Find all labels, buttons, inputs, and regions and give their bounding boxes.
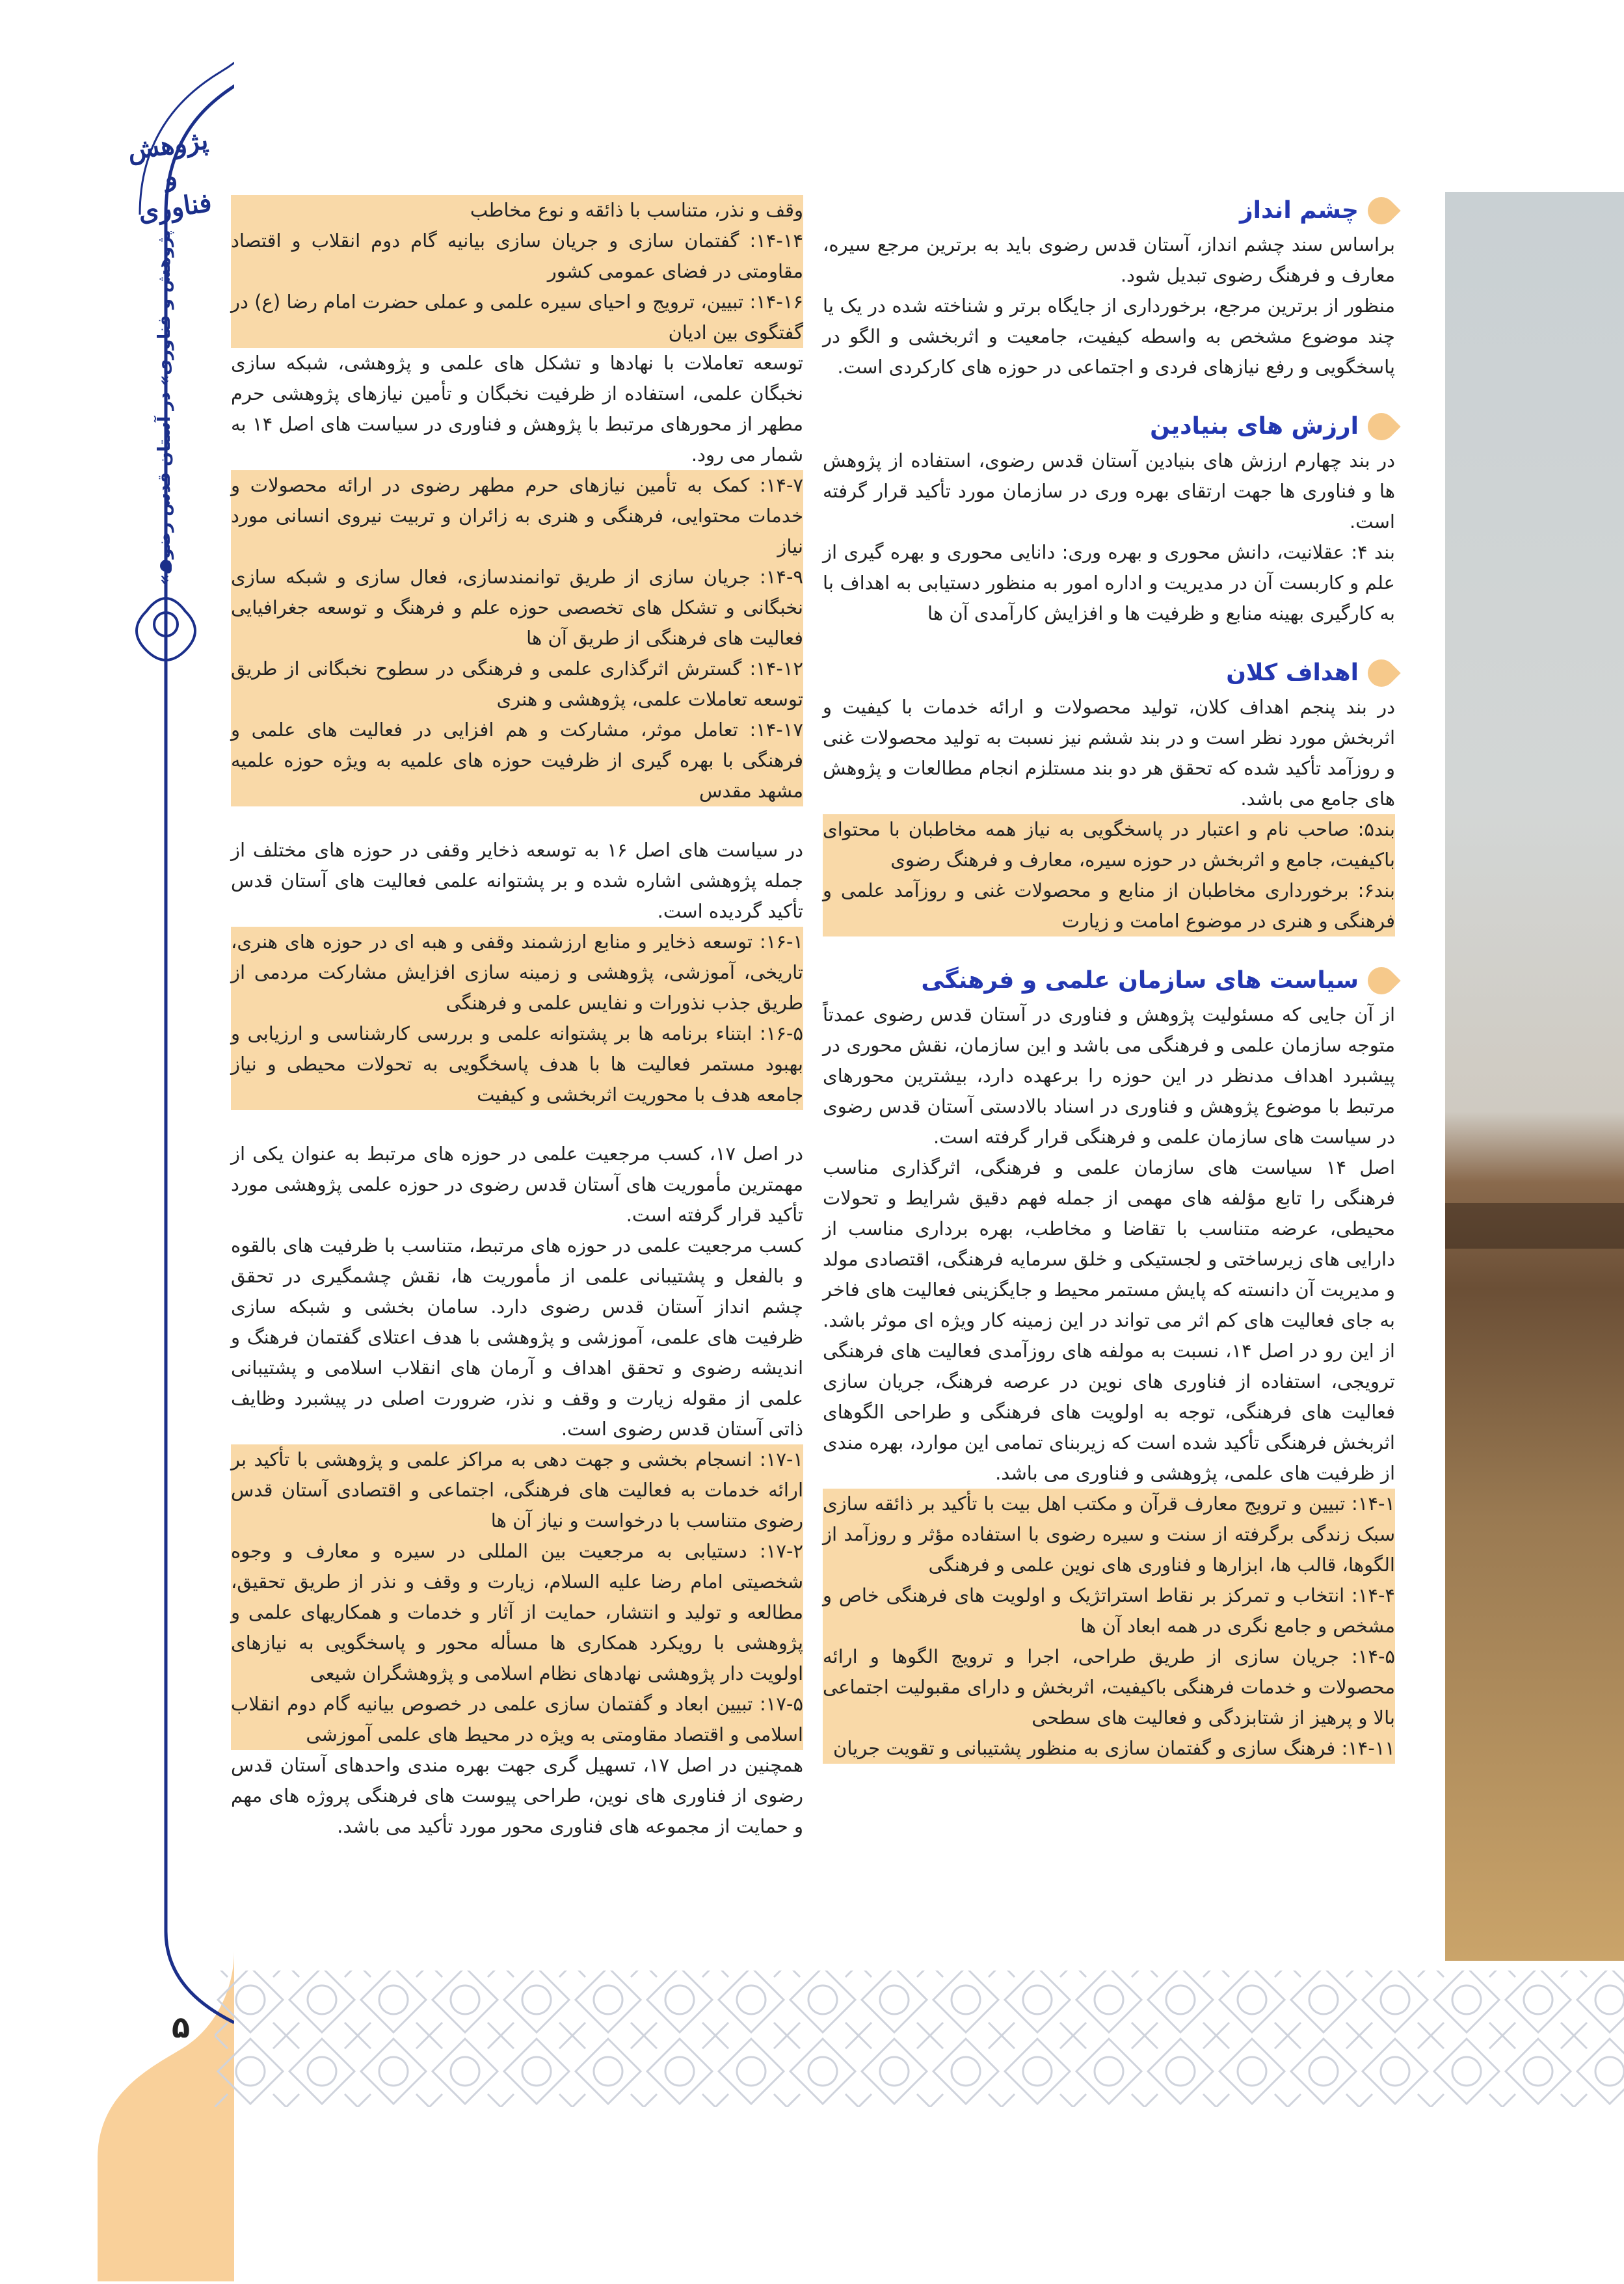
- highlighted-clause: وقف و نذر، متناسب با ذائقه و نوع مخاطب: [231, 195, 803, 226]
- section-heading-policies: [823, 965, 1395, 996]
- page-number: ۵: [171, 2010, 191, 2045]
- heading-text: چشم انداز: [1239, 197, 1359, 224]
- highlighted-clause: ۱۴-۵: جریان سازی از طریق طراحی، اجرا و ترویج الگوها و ارائه محصولات و خدمات فرهنگی باکیفیت، اثربخش و دارای مقبولیت اجتماعی بالا و پرهیز از شتابزدگی و فعالیت های سطحی: [823, 1641, 1395, 1733]
- highlighted-clause: ۱۴-۷: کمک به تأمین نیازهای حرم مطهر رضوی در ارائه محصولات و خدمات محتوایی، فرهنگی و هنری به زائران و تربیت نیروی انسانی مورد نیاز: [231, 470, 803, 562]
- highlighted-clause: ۱۴-۴: انتخاب و تمرکز بر نقاط استراتژیک و اولویت های فرهنگی خاص و مشخص و جامع نگری در همه ابعاد آن ها: [823, 1580, 1395, 1641]
- highlighted-clause: ۱۴-۱۷: تعامل موثر، مشارکت و هم افزایی در فعالیت های علمی و فرهنگی با بهره گیری از ظرفیت حوزه های علمیه به ویژه حوزه علمیه مشهد مقدس: [231, 715, 803, 806]
- paragraph: از آن جایی که مسئولیت پژوهش و فناوری در آستان قدس رضوی عمدتاً متوجه سازمان علمی و فرهنگی می باشد و این سازمان، نقش محوری در پیشبرد اهداف مدنظر در این حوزه را برعهده دارد، بیشترین محورهای مرتبط با موضوع پژوهش و فناوری در اسناد بالادستی آستان قدس رضوی در سیاست های سازمان علمی و فرهنگی قرار گرفته است.: [823, 1003, 1395, 1148]
- photo-stone-band: [1445, 1203, 1624, 1249]
- section-heading-macro-goals: [823, 657, 1395, 688]
- highlighted-clause: ۱۴-۹: جریان سازی از طریق توانمندسازی، فعال سازی و شبکه سازی نخبگانی و تشکل های تخصصی حوزه علم و فرهنگ و توسعه جغرافیایی فعالیت های فرهنگی از طریق آن ها: [231, 562, 803, 654]
- paragraph: توسعه تعاملات با نهادها و تشکل های علمی و پژوهشی، شبکه سازی نخبگان علمی، استفاده از ظرفیت نخبگان و تأمین نیازهای پژوهشی حرم مطهر از محورهای مرتبط با پژوهش و فناوری در سیاست های اصل ۱۴ به شمار می رود.: [231, 352, 803, 466]
- section-heading-core-values: [823, 411, 1395, 442]
- heading-text: اهداف کلان: [1226, 659, 1359, 686]
- section-heading-vision: [823, 195, 1395, 226]
- highlighted-clause: ۱۷-۱: انسجام بخشی و جهت دهی به مراکز علمی و پژوهشی با تأکید بر ارائه خدمات به فعالیت های فرهنگی، اجتماعی و اقتصادی آستان قدس رضوی متناسب با درخواست و نیاز آن ها: [231, 1444, 803, 1536]
- shrine-photo: [1445, 192, 1624, 1961]
- highlighted-clause: ۱۴-۱۲: گسترش اثرگذاری علمی و فرهنگی در سطوح نخبگانی از طریق توسعه تعاملات علمی، پژوهشی و هنری: [231, 654, 803, 715]
- spine-title: «پژوهش و فناوری» در آستان قدس رضوی: [155, 230, 174, 585]
- highlighted-clause: ۱۴-۱۱: فرهنگ سازی و گفتمان سازی به منظور پشتیبانی و تقویت جریان: [823, 1733, 1395, 1764]
- highlighted-clause: ۱۷-۵: تبیین ابعاد و گفتمان سازی علمی در خصوص بیانیه گام دوم انقلاب اسلامی و اقتصاد مقاومتی به ویژه در محیط های علمی آموزشی: [231, 1689, 803, 1750]
- paragraph: در اصل ۱۷، کسب مرجعیت علمی در حوزه های مرتبط به عنوان یکی از مهمترین مأموریت های آستان قدس رضوی در حوزه علمی پژوهشی مورد تأکید قرار گرفته است.: [231, 1143, 804, 1226]
- paragraph: همچنین در اصل ۱۷، تسهیل گری جهت بهره مندی واحدهای آستان قدس رضوی از فناوری های نوین، طراحی پیوست های فرهنگی پروژه های مهم و حمایت از مجموعه های فناوری محور مورد تأکید می باشد.: [231, 1754, 803, 1837]
- bottom-pattern-band: [215, 1964, 1624, 2114]
- paragraph: بند ۴: عقلانیت، دانش محوری و بهره وری: دانایی محوری و بهره گیری از علم و کاربست آن در مدیریت و اداره امور به منظور دستیابی به اهداف با به کارگیری بهینه منابع و ظرفیت ها و افزایش کارآمدی آن ها: [823, 541, 1395, 624]
- highlighted-clause: ۱۷-۲: دستیابی به مرجعیت بین المللی در سیره و معارف و وجوه شخصیتی امام رضا علیه السلام، زیارت و وقف و نذر از طریق تحقیق، مطالعه و تولید و انتشار، حمایت از آثار و خدمات و همکاریهای علمی و پژوهشی با رویکرد همکاری ها مسأله محور و پاسخگویی به نیازهای اولویت دار پژوهشی نهادهای نظام اسلامی و پژوهشگران شیعی: [231, 1536, 803, 1689]
- left-text-column: [231, 195, 803, 1842]
- highlighted-clause: ۱۴-۱۴: گفتمان سازی و جریان سازی بیانیه گام دوم انقلاب و اقتصاد مقاومتی در فضای عمومی کشور: [231, 226, 803, 287]
- highlighted-clause: ۱۶-۱: توسعه ذخایر و منابع ارزشمند وقفی و هبه ای در حوزه های هنری، تاریخی، آموزشی، پژوهشی و زمینه سازی افزایش مشارکت مردمی از طریق جذب نذورات و نفایس علمی و فرهنگی: [231, 927, 803, 1018]
- highlighted-clause: ۱۴-۱: تبیین و ترویج معارف قرآن و مکتب اهل بیت با تأکید بر ذائقه سازی سبک زندگی برگرفته از سنت و سیره رضوی با استفاده مؤثر و روزآمد از الگوها، قالب ها، ابزارها و فناوری های نوین علمی و فرهنگی: [823, 1489, 1395, 1580]
- decorative-sidebar: [0, 0, 234, 2281]
- heading-text: سیاست های سازمان علمی و فرهنگی: [921, 967, 1359, 994]
- magazine-logo: پژوهش و فناوری: [125, 124, 214, 228]
- leaf-bullet-icon: [1362, 407, 1400, 445]
- paragraph: در سیاست های اصل ۱۶ به توسعه ذخایر وقفی در حوزه های مختلف از جمله پژوهشی اشاره شده و بر پشتوانه علمی فعالیت های آستان قدس تأکید گردیده است.: [231, 839, 803, 922]
- highlighted-clause: ۱۶-۵: ابتناء برنامه ها بر پشتوانه علمی و بررسی کارشناسی و ارزیابی و بهبود مستمر فعالیت ها با هدف پاسخگویی به تحولات محیطی و نیاز جامعه هدف با محوریت اثربخشی و کیفیت: [231, 1018, 803, 1110]
- paragraph: منظور از برترین مرجع، برخورداری از جایگاه برتر و شناخته شده در یک یا چند موضوع مشخص به واسطه کیفیت، جامعیت و اثربخشی و الگو در پاسخگویی و رفع نیازهای فردی و اجتماعی در حوزه های کارکردی است.: [823, 295, 1395, 378]
- highlighted-clause: ۱۴-۱۶: تبیین، ترویج و احیای سیره علمی و عملی حضرت امام رضا (ع) در گفتگوی بین ادیان: [231, 287, 803, 348]
- leaf-bullet-icon: [1362, 191, 1400, 230]
- paragraph: کسب مرجعیت علمی در حوزه های مرتبط، متناسب با ظرفیت های بالقوه و بالفعل و پشتیبانی علمی از مأموریت ها، نقش چشمگیری در تحقق چشم انداز آستان قدس رضوی دارد. سامان بخشی و شبکه سازی ظرفیت های علمی، آموزشی و پژوهشی با هدف اعتلای گفتمان فرهنگ و اندیشه رضوی و تحقق اهداف و آرمان های انقلاب اسلامی و پشتیبانی علمی از مقوله زیارت و وقف و نذر، ضرورت اصلی در پیشبرد وظایف ذاتی آستان قدس رضوی است.: [231, 1234, 803, 1440]
- paragraph: در بند چهارم ارزش های بنیادین آستان قدس رضوی، استفاده از پژوهش ها و فناوری ها جهت ارتقای بهره وری در سازمان مورد تأکید قرار گرفته است.: [823, 449, 1395, 533]
- geometric-pattern-icon: [215, 1964, 1624, 2114]
- heading-text: ارزش های بنیادین: [1150, 413, 1359, 440]
- highlighted-clause: بند۶: برخورداری مخاطبان از منابع و محصولات غنی و روزآمد علمی و فرهنگی و هنری در موضوع امامت و زیارت: [823, 875, 1395, 936]
- leaf-bullet-icon: [1362, 961, 1400, 1000]
- leaf-bullet-icon: [1362, 654, 1400, 692]
- sidebar-ornament-icon: [0, 0, 234, 2281]
- paragraph: اصل ۱۴ سیاست های سازمان علمی و فرهنگی، اثرگذاری مناسب فرهنگی را تابع مؤلفه های مهمی از جمله فهم دقیق شرایط و تحولات محیطی، عرضه متناسب با تقاضا و مخاطب، بهره برداری مناسب از دارایی های زیرساختی و لجستیکی و خلق سرمایه فرهنگی، اقتصادی مولد و مدیریت آن دانسته که پایش مستمر محیط و جایگزینی فعالیت های فاخر به جای فعالیت های کم اثر می تواند در این زمینه کار ویژه ای موثر باشد. از این رو در اصل ۱۴، نسبت به مولفه های روزآمدی فعالیت های فرهنگی ترویجی، استفاده از فناوری های نوین در عرصه فرهنگ، جریان سازی فعالیت های فرهنگی، توجه به اولویت های فرهنگی و طراحی الگوهای اثربخش فرهنگی تأکید شده است که زیربنای تمامی این موارد، بهره مندی از ظرفیت های علمی، پژوهشی و فناوری می باشد.: [823, 1156, 1395, 1484]
- right-text-column: [823, 195, 1395, 1764]
- paragraph: براساس سند چشم انداز، آستان قدس رضوی باید به برترین مرجع سیره، معارف و فرهنگ رضوی تبدیل شود.: [823, 233, 1395, 286]
- highlighted-clause: بند۵: صاحب نام و اعتبار در پاسخگویی به نیاز همه مخاطبان با محتوای باکیفیت، جامع و اثربخش در حوزه سیره، معارف و فرهنگ رضوی: [823, 814, 1395, 875]
- paragraph: در بند پنجم اهداف کلان، تولید محصولات و ارائه خدمات با کیفیت و اثربخش مورد نظر است و در بند ششم نیز نسبت به تولید محصولات غنی و روزآمد تأکید شده که تحقق هر دو بند مستلزم انجام مطالعات و پژوهش های جامع می باشد.: [823, 696, 1395, 810]
